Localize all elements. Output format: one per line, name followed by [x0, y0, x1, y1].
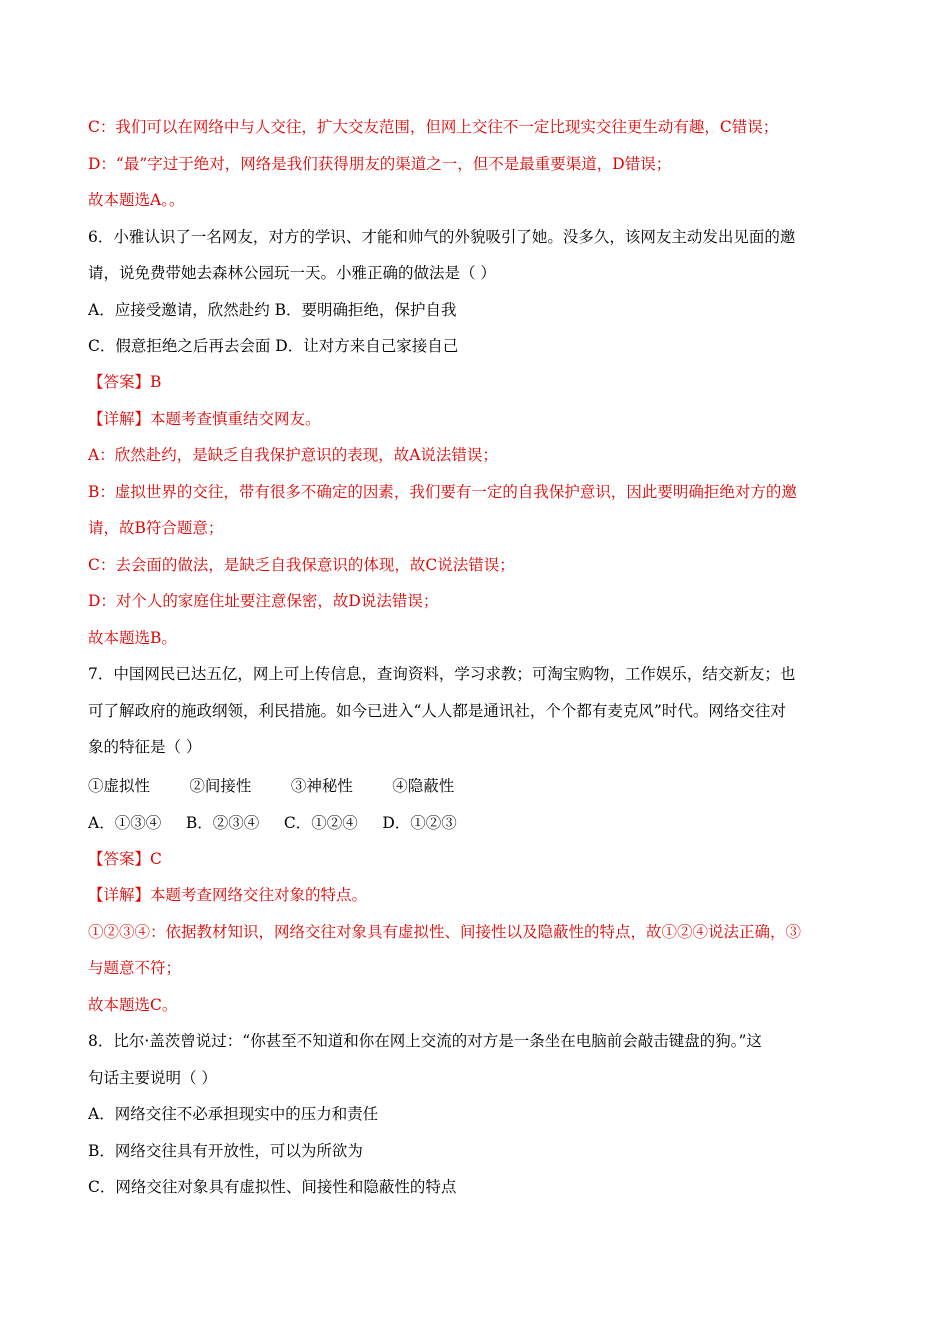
answer-label: 【答案】B — [88, 373, 162, 391]
question-7-items: ①虚拟性 ②间接性 ③神秘性 ④隐蔽性 — [88, 777, 455, 795]
answer-label: 【答案】C — [88, 850, 162, 868]
question-6-stem: 请，说免费带她去森林公园玩一天。小雅正确的做法是（ ） — [88, 264, 496, 282]
explanation-line: ①②③④：依据教材知识，网络交往对象具有虚拟性、间接性以及隐蔽性的特点，故①②④说法正确，③ — [88, 923, 802, 941]
detail-label: 【详解】本题考查慎重结交网友。 — [88, 410, 321, 428]
question-7-stem: 7．中国网民已达五亿，网上可上传信息，查询资料，学习求教；可淘宝购物，工作娱乐，结交新友；也 — [88, 665, 796, 683]
explanation-line: C：我们可以在网络中与人交往，扩大交友范围，但网上交往不一定比现实交往更生动有趣，C错误； — [88, 118, 779, 136]
explanation-line: 请，故B符合题意； — [88, 519, 224, 537]
explanation-line: C：去会面的做法，是缺乏自我保意识的体现，故C说法错误； — [88, 556, 515, 574]
question-7-stem: 象的特征是（ ） — [88, 738, 202, 756]
question-8-stem: 8．比尔·盖茨曾说过：“你甚至不知道和你在网上交流的对方是一条坐在电脑前会敲击键盘的狗。”这 — [88, 1032, 762, 1050]
conclusion-line: 故本题选B。 — [88, 629, 177, 647]
question-6-options: C．假意拒绝之后再去会面 D．让对方来自己家接自己 — [88, 337, 459, 355]
question-7-stem: 可了解政府的施政纲领，利民措施。如今已进入“人人都是通讯社，个个都有麦克风”时代。网络交往对 — [88, 702, 786, 720]
question-6-stem: 6．小雅认识了一名网友，对方的学识、才能和帅气的外貌吸引了她。没多久，该网友主动发出见面的邀 — [88, 228, 796, 246]
explanation-line: B：虚拟世界的交往，带有很多不确定的因素，我们要有一定的自我保护意识，因此要明确拒绝对方的邀 — [88, 483, 797, 501]
explanation-line: D：“最”字过于绝对，网络是我们获得朋友的渠道之一，但不是最重要渠道，D错误； — [88, 155, 672, 173]
question-8-stem: 句话主要说明（ ） — [88, 1069, 217, 1087]
conclusion-line: 故本题选A。。 — [88, 191, 185, 209]
question-8-option-c: C．网络交往对象具有虚拟性、间接性和隐蔽性的特点 — [88, 1178, 457, 1196]
question-8-option-a: A．网络交往不必承担现实中的压力和责任 — [88, 1105, 379, 1123]
question-7-options: A．①③④ B．②③④ C．①②④ D．①②③ — [88, 814, 457, 832]
explanation-line: D：对个人的家庭住址要注意保密，故D说法错误； — [88, 592, 439, 610]
question-6-options: A．应接受邀请，欣然赴约 B．要明确拒绝，保护自我 — [88, 301, 457, 319]
explanation-line: A：欣然赴约，是缺乏自我保护意识的表现，故A说法错误； — [88, 446, 498, 464]
conclusion-line: 故本题选C。 — [88, 996, 178, 1014]
explanation-line: 与题意不符； — [88, 959, 182, 977]
question-8-option-b: B．网络交往具有开放性，可以为所欲为 — [88, 1142, 363, 1160]
detail-label: 【详解】本题考查网络交往对象的特点。 — [88, 886, 368, 904]
